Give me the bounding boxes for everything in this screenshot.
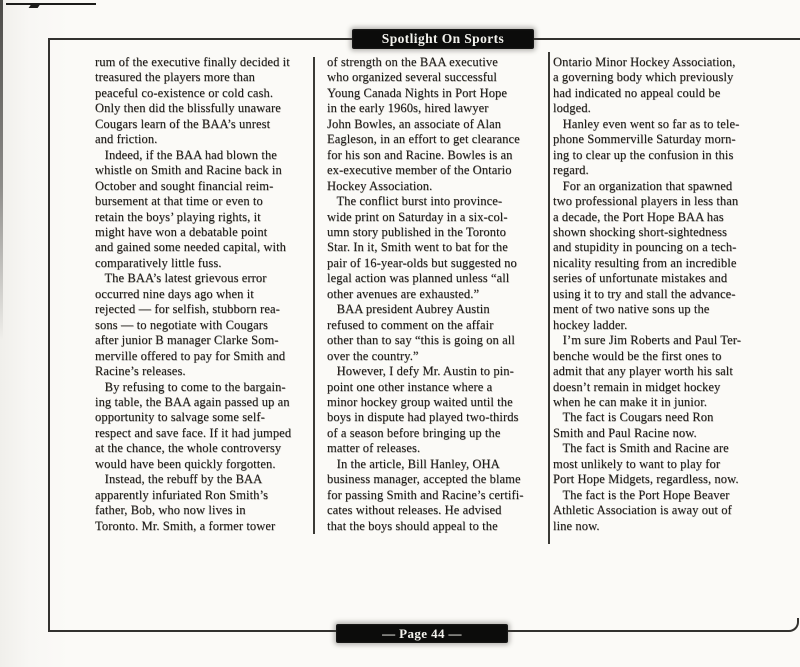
text-line: refused to comment on the affair [327,317,494,332]
article-column-1 [95,55,319,534]
text-line: The fact is the Port Hope Beaver [553,487,730,502]
text-line: shown shocking short-sightedness [553,224,728,239]
text-line: and stupidity in pouncing on a tech- [553,240,737,255]
text-line: benche would be the first ones to [553,348,722,363]
text-line: retain the boys’ playing rights, it [95,209,261,224]
text-line: apparently infuriated Ron Smith’s [95,487,269,502]
text-line: Only then did the blissfully unaware [95,101,281,116]
text-line: Ontario Minor Hockey Association, [553,55,736,69]
text-line: admit that any player worth his salt [553,364,733,379]
text-line: Smith and Paul Racine now. [553,425,697,440]
text-line: and friction. [95,132,158,147]
text-line: Instead, the rebuff by the BAA [95,472,263,487]
text-line: who organized several successful [327,70,497,85]
text-line: For an organization that spawned [553,178,733,193]
text-line: series of unfortunate mistakes and [553,271,728,286]
footer-banner [336,624,508,643]
text-line: bursement at that time or even to [95,194,263,209]
text-line: Hanley even went so far as to tele- [553,116,740,131]
text-line: comparatively little fuss. [95,255,222,270]
text-line: By refusing to come to the bargain- [95,379,286,394]
text-line: The conflict burst into province- [327,194,503,209]
text-line: using it to try and stall the advance- [553,286,736,301]
text-line: after junior B manager Clarke Som- [95,333,279,348]
text-line: at the chance, the whole controversy [95,441,282,456]
text-line: respect and save face. If it had jumped [95,425,292,440]
text-line: point one other instance where a [327,379,493,394]
text-line: a governing body which previously [553,70,734,85]
article-box-left-border [48,38,50,632]
text-line: ment of two native sons up the [553,302,710,317]
text-line: Eagleson, in an effort to get clearance [327,132,520,147]
text-line: cates without releases. He advised [327,503,502,518]
text-line: over the country.” [327,348,419,363]
text-line: other avenues are exhausted.” [327,286,480,301]
text-line: in the early 1960s, hired lawyer [327,101,489,116]
text-line: Star. In it, Smith went to bat for the [327,240,508,255]
text-line: October and sought financial reim- [95,178,274,193]
text-line: sons — to negotiate with Cougars [95,317,268,332]
header-banner-label: Spotlight On Sports [381,31,505,46]
text-line: nicality resulting from an incredible [553,255,737,270]
text-line: John Bowles, an associate of Alan [327,116,502,131]
text-line: ex-executive member of the Ontario [327,163,512,178]
column-divider-1 [313,57,315,534]
text-line: The fact is Cougars need Ron [553,410,714,425]
text-line: business manager, accepted the blame [327,472,521,487]
scan-artifact-left-edge [0,0,3,340]
text-line: regard. [553,163,589,178]
text-line: I’m sure Jim Roberts and Paul Ter- [553,333,742,348]
text-line: peaceful co-existence or cold cash. [95,85,274,100]
article-column-3 [553,55,777,534]
text-line: ing table, the BAA again passed up an [95,394,290,409]
text-line: Hockey Association. [327,178,433,193]
text-line: of strength on the BAA executive [327,55,498,69]
text-line: treasured the players more than [95,70,255,85]
column-divider-2 [548,52,550,544]
text-line: However, I defy Mr. Austin to pin- [327,364,514,379]
text-line: ing to clear up the confusion in this [553,147,734,162]
text-line: had indicated no appeal could be [553,85,721,100]
text-line: pair of 16-year-olds but suggested no [327,255,517,270]
text-line: when he can make it in junior. [553,394,708,409]
text-line: that the boys should appeal to the [327,518,498,533]
text-line: for passing Smith and Racine’s certifi- [327,487,524,502]
text-line: matter of releases. [327,441,421,456]
text-line: hockey ladder. [553,317,628,332]
text-line: a decade, the Port Hope BAA has [553,209,724,224]
footer-banner-label: — Page 44 — [382,626,462,641]
text-line: Athletic Association is away out of [553,503,732,518]
header-banner [352,29,534,49]
text-line: rum of the executive finally decided it [95,55,290,69]
text-line: rejected — for selfish, stubborn rea- [95,302,280,317]
text-line: two professional players in less than [553,194,739,209]
text-line: doesn’t remain in midget hockey [553,379,721,394]
text-line: other than to say “this is going on all [327,333,515,348]
text-line: Racine’s releases. [95,364,186,379]
text-line: opportunity to salvage some self- [95,410,265,425]
text-line: Indeed, if the BAA had blown the [95,147,277,162]
article-column-2 [327,55,551,534]
text-line: merville offered to pay for Smith and [95,348,286,363]
text-line: Toronto. Mr. Smith, a former tower [95,518,276,533]
text-line: Young Canada Nights in Port Hope [327,85,508,100]
text-line: In the article, Bill Hanley, OHA [327,456,500,471]
text-line: line now. [553,518,600,533]
text-line: of a season before bringing up the [327,425,501,440]
text-line: BAA president Aubrey Austin [327,302,490,317]
text-line: The fact is Smith and Racine are [553,441,729,456]
text-line: father, Bob, who now lives in [95,503,246,518]
text-line: minor hockey group waited until the [327,394,513,409]
text-line: whistle on Smith and Racine back in [95,163,282,178]
text-line: wide print on Saturday in a six-col- [327,209,508,224]
text-line: occurred nine days ago when it [95,286,254,301]
text-line: umn story published in the Toronto [327,224,507,239]
text-line: for his son and Racine. Bowles is an [327,147,513,162]
text-line: and gained some needed capital, with [95,240,287,255]
article-box-bottom-right-curve [786,618,799,632]
text-line: might have won a debatable point [95,224,268,239]
text-line: Cougars learn of the BAA’s unrest [95,116,271,131]
text-line: most unlikely to want to play for [553,456,721,471]
text-line: boys in dispute had played two-thirds [327,410,519,425]
text-line: phone Sommerville Saturday morn- [553,132,736,147]
text-line: lodged. [553,101,591,116]
text-line: would have been quickly forgotten. [95,456,276,471]
scan-artifact-top-edge [6,3,96,5]
text-line: legal action was planned unless “all [327,271,510,286]
text-line: The BAA’s latest grievous error [95,271,267,286]
text-line: Port Hope Midgets, regardless, now. [553,472,739,487]
